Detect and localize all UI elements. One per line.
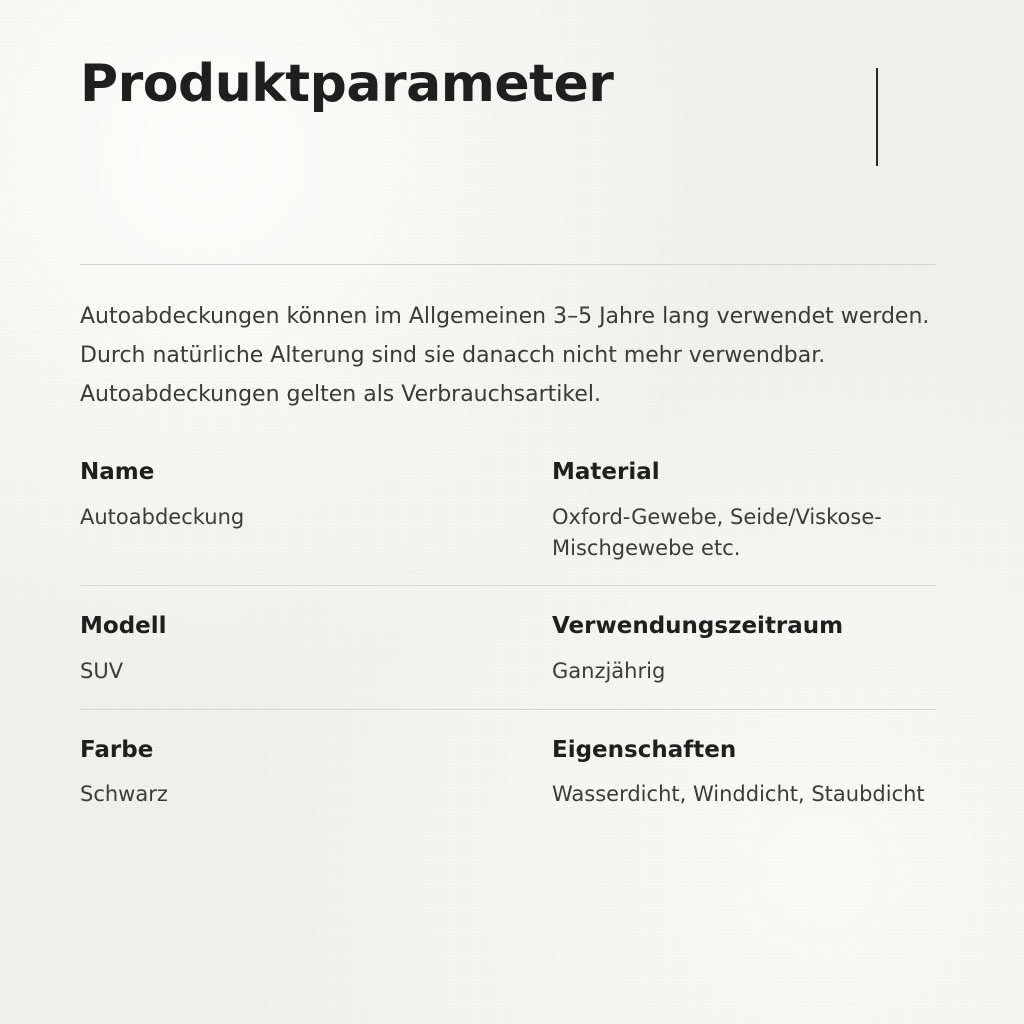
spec-cell-material xyxy=(508,458,936,563)
spec-label: Material xyxy=(552,459,660,486)
table-row xyxy=(80,736,936,832)
spec-cell-eigenschaften xyxy=(508,736,936,810)
spec-table xyxy=(80,458,936,831)
spec-cell-verwendungszeitraum xyxy=(508,612,936,686)
content-container xyxy=(80,0,936,832)
spec-value: Oxford-Gewebe, Seide/Viskose-Mischgewebe etc. xyxy=(552,505,882,560)
spec-value: SUV xyxy=(80,659,124,684)
spec-label: Eigenschaften xyxy=(552,736,737,763)
spec-cell-modell xyxy=(80,612,508,686)
spec-label: Verwendungszeitraum xyxy=(552,613,844,640)
table-row xyxy=(80,458,936,586)
title-accent-rule xyxy=(876,68,878,166)
header xyxy=(80,0,936,176)
spec-label: Farbe xyxy=(80,736,154,763)
spec-cell-name xyxy=(80,458,508,563)
spec-label: Modell xyxy=(80,613,167,640)
spec-value: Ganzjährig xyxy=(552,659,666,684)
spec-label: Name xyxy=(80,459,155,486)
spec-value: Schwarz xyxy=(80,782,168,807)
spec-value: Wasserdicht, Winddicht, Staubdicht xyxy=(552,782,925,807)
header-divider xyxy=(80,264,936,265)
intro-paragraph: Autoabdeckungen können im Allgemeinen 3–5 Jahre lang verwendet werden. Durch natürliche Alterung sind sie danacch nicht mehr verwendbar. Autoabdeckungen gelten als Verbrauchsartikel. xyxy=(80,304,930,408)
spec-cell-farbe xyxy=(80,736,508,810)
page-title: Produktparameter xyxy=(80,54,614,114)
table-row xyxy=(80,612,936,709)
spec-value: Autoabdeckung xyxy=(80,505,245,530)
